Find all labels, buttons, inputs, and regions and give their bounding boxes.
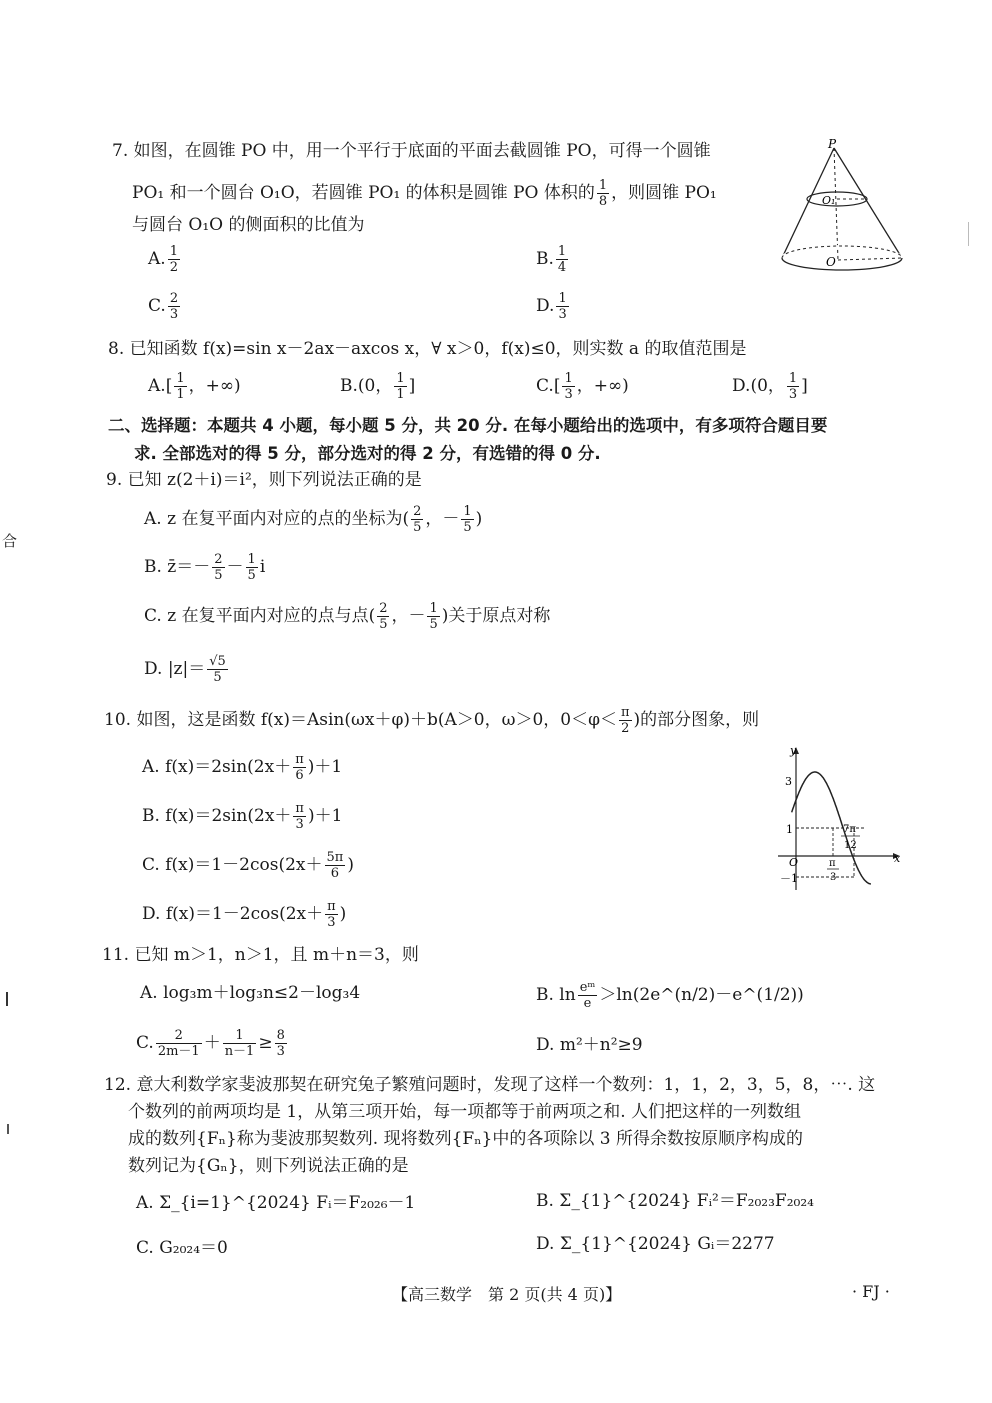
q12-line4: 数列记为{Gₙ}，则下列说法正确的是 — [128, 1156, 409, 1176]
q7-line2b: ，则圆锥 PO₁ — [611, 183, 717, 203]
graph-x-label: x — [894, 852, 901, 865]
q9-option-d: D. |z|＝ $\frac{√5}{5}$ — [144, 654, 226, 685]
margin-char: 合 — [2, 532, 18, 550]
q7-line1: 7. 如图，在圆锥 PO 中，用一个平行于底面的平面去截圆锥 PO，可得一个圆锥 — [112, 141, 711, 161]
q11-stem: 11. 已知 m＞1，n＞1，且 m＋n＝3，则 — [102, 945, 419, 965]
q12-option-c: C. G₂₀₂₄＝0 — [136, 1238, 228, 1258]
q11-option-b: B. ln $\frac{\text{eᵐ}}{e}$ ＞ln(2e^(n/2)－e^(1/2)) — [536, 980, 804, 1011]
q8-option-b: B.(0， $\frac{1}{1}$ ] — [340, 371, 416, 402]
q8-option-a: A.[ $\frac{1}{1}$ ，+∞) — [148, 371, 241, 402]
q12-line1: 12. 意大利数学家斐波那契在研究兔子繁殖问题时，发现了这样一个数列：1，1，2，3，5，8，⋯. 这 — [104, 1075, 876, 1095]
graph-y1: 1 — [786, 823, 793, 836]
q7-option-c: C. $\frac{2}{3}$ — [148, 291, 179, 322]
q12-option-a: A. Σ_{i=1}^{2024} Fᵢ＝F₂₀₂₆－1 — [136, 1193, 416, 1213]
q7-line2a: PO₁ 和一个圆台 O₁O，若圆锥 PO₁ 的体积是圆锥 PO 体积的 — [132, 183, 595, 203]
q7-line3: 与圆台 O₁O 的侧面积的比值为 — [132, 215, 365, 235]
q11-option-d: D. m²＋n²≥9 — [536, 1035, 643, 1055]
q9-option-a: A. z 在复平面内对应的点的坐标为( $\frac{2}{5}$ ，－ $\frac{1}{5}$ ) — [144, 504, 483, 535]
q10-option-d: D. f(x)＝1－2cos(2x＋ $\frac{\pi}{3}$ ) — [142, 899, 347, 930]
q7-option-b: B. $\frac{1}{4}$ — [536, 244, 567, 275]
q9-option-b: B. z̄＝－ $\frac{2}{5}$ － $\frac{1}{5}$ i — [144, 552, 266, 583]
sine-graph — [776, 744, 906, 894]
section2-line1: 二、选择题：本题共 4 小题，每小题 5 分，共 20 分. 在每小题给出的选项中，有多项符合题目要 — [108, 416, 828, 435]
q10-option-a: A. f(x)＝2sin(2x＋ $\frac{\pi}{6}$ )＋1 — [142, 752, 343, 783]
q11-option-a: A. log₃m＋log₃n≤2－log₃4 — [140, 983, 361, 1003]
graph-y-label: y — [790, 744, 797, 757]
graph-origin: O — [789, 856, 799, 869]
q11-option-c: C. $\frac{2}{2m-1}$ ＋ $\frac{1}{n-1}$ ≥ $\frac{8}{3}$ — [136, 1028, 285, 1059]
q12-line3: 成的数列{Fₙ}称为斐波那契数列. 现将数列{Fₙ}中的各项除以 3 所得余数按原顺序构成的 — [128, 1129, 803, 1149]
q7-fraction: $\frac{1}{8}$ — [598, 178, 608, 209]
q8-option-c: C.[ $\frac{1}{3}$ ，+∞) — [536, 371, 629, 402]
q10-option-c: C. f(x)＝1－2cos(2x＋ $\frac{5\pi}{6}$ ) — [142, 850, 354, 881]
cone-figure — [778, 138, 908, 280]
q9-option-c: C. z 在复平面内对应的点与点( $\frac{2}{5}$ ，－ $\frac{1}{5}$ )关于原点对称 — [144, 601, 551, 632]
margin-mark-1 — [6, 992, 8, 1006]
q7-option-d: D. $\frac{1}{3}$ — [536, 291, 567, 322]
q12-option-d: D. Σ_{1}^{2024} Gᵢ＝2277 — [536, 1234, 775, 1254]
graph-x2-num: 7π — [843, 824, 856, 835]
graph-y-neg1: －1 — [780, 872, 798, 885]
q8-option-d: D.(0， $\frac{1}{3}$ ] — [732, 371, 808, 402]
cone-mid-label: O₁ — [822, 194, 836, 207]
cone-apex-label: P — [828, 138, 837, 151]
q10-stem: 10. 如图，这是函数 f(x)＝Asin(ωx＋φ)＋b(A＞0，ω＞0，0＜φ＜ $\frac{\pi}{2}$ )的部分图象，则 — [104, 705, 760, 736]
page-footer: 【高三数学 第 2 页(共 4 页)】 — [392, 1285, 622, 1304]
graph-x2-den: 12 — [844, 840, 857, 851]
q10-option-b: B. f(x)＝2sin(2x＋ $\frac{\pi}{3}$ )＋1 — [142, 801, 343, 832]
section2-line2: 求. 全部选对的得 5 分，部分选对的得 2 分，有选错的得 0 分. — [134, 444, 601, 463]
graph-x1-den: 3 — [830, 872, 837, 883]
margin-mark-2 — [7, 1124, 9, 1134]
q8-stem: 8. 已知函数 f(x)=sin x－2ax－axcos x，∀ x＞0，f(x)≤0，则实数 a 的取值范围是 — [108, 339, 747, 359]
cone-base-label: O — [826, 255, 836, 269]
graph-x1-num: π — [829, 858, 836, 869]
q12-line2: 个数列的前两项均是 1，从第三项开始，每一项都等于前两项之和. 人们把这样的一列数组 — [128, 1102, 802, 1122]
q12-option-b: B. Σ_{1}^{2024} Fᵢ²＝F₂₀₂₃F₂₀₂₄ — [536, 1191, 814, 1211]
q7-line2 — [132, 178, 717, 209]
margin-mark-3 — [968, 222, 969, 246]
q9-stem: 9. 已知 z(2＋i)＝i²，则下列说法正确的是 — [106, 470, 422, 490]
q7-option-a: A. $\frac{1}{2}$ — [148, 244, 178, 275]
page-code: · FJ · — [852, 1282, 890, 1301]
graph-y3: 3 — [785, 775, 792, 788]
